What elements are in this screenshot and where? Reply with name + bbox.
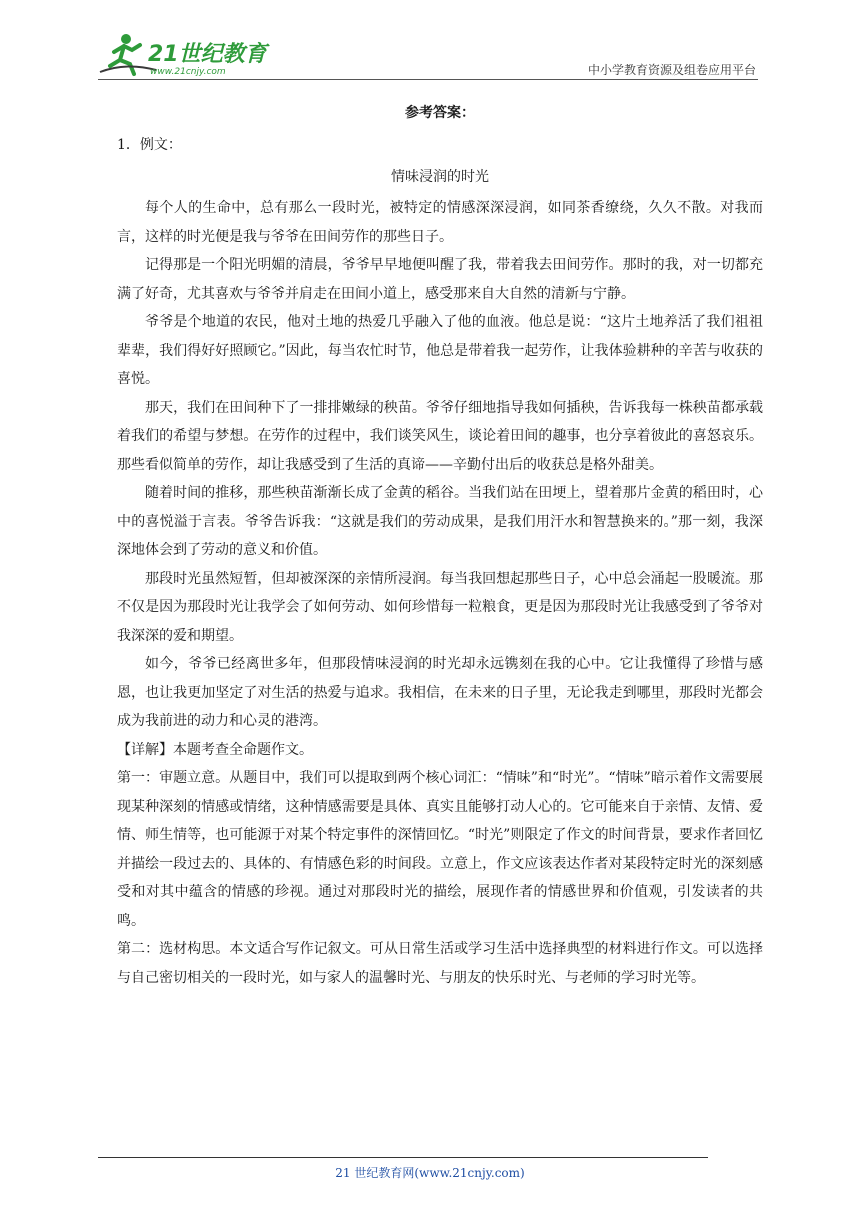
header-divider (98, 79, 758, 80)
essay-paragraph: 随着时间的推移，那些秧苗渐渐长成了金黄的稻谷。当我们站在田埂上，望着那片金黄的稻田时，心中的喜悦溢于言表。爷爷告诉我：“这就是我们的劳动成果，是我们用汗水和智慧换来的。”那一刻，我深深地体会到了劳动的意义和价值。 (117, 485, 763, 558)
footer-source: 21 世纪教育网(www.21cnjy.com) (335, 1166, 525, 1180)
essay-paragraph: 那段时光虽然短暂，但却被深深的亲情所浸润。每当我回想起那些日子，心中总会涌起一股暖流。那不仅是因为那段时光让我学会了如何劳动、如何珍惜每一粒粮食，更是因为那段时光让我感受到了爷爷对我深深的爱和期望。 (117, 570, 763, 644)
svg-text:www.21cnjy.com: www.21cnjy.com (150, 67, 226, 77)
essay-paragraph: 爷爷是个地道的农民，他对土地的热爱几乎融入了他的血液。他总是说：“这片土地养活了我们祖祖辈辈，我们得好好照顾它。”因此，每当农忙时节，他总是带着我一起劳作，让我体验耕种的辛苦与收获的喜悦。 (117, 314, 763, 387)
essay-paragraph: 每个人的生命中，总有那么一段时光，被特定的情感深深浸润，如同茶香缭绕，久久不散。对我而言，这样的时光便是我与爷爷在田间劳作的那些日子。 (117, 200, 763, 245)
platform-name: 中小学教育资源及组卷应用平台 (587, 63, 756, 77)
essay-paragraph: 那天，我们在田间种下了一排排嫩绿的秧苗。爷爷仔细地指导我如何插秧，告诉我每一株秧苗都承载着我们的希望与梦想。在劳作的过程中，我们谈笑风生，谈论着田间的趣事，也分享着彼此的喜怒哀乐。那些看似简单的劳作，却让我感受到了生活的真谛——辛勤付出后的收获总是格外甜美。 (117, 399, 763, 473)
essay-title: 情味浸润的时光 (391, 169, 489, 185)
page-content (117, 102, 763, 992)
answer-title: 参考答案： (405, 105, 475, 121)
analysis-heading: 【详解】本题考查全命题作文。 (117, 741, 313, 758)
footer-divider (98, 1157, 708, 1158)
essay-paragraph: 记得那是一个阳光明媚的清晨，爷爷早早地便叫醒了我，带着我去田间劳作。那时的我，对一切都充满了好奇，尤其喜欢与爷爷并肩走在田间小道上，感受那来自大自然的清新与宁静。 (117, 257, 763, 302)
21cnjy-logo (96, 30, 296, 80)
essay-paragraph: 如今，爷爷已经离世多年，但那段情味浸润的时光却永远镌刻在我的心中。它让我懂得了珍惜与感恩，也让我更加坚定了对生活的热爱与追求。我相信，在未来的日子里，无论我走到哪里，那段时光都会成为我前进的动力和心灵的港湾。 (117, 656, 763, 729)
question-number: 1．例文： (117, 137, 182, 153)
analysis-paragraph: 第二：选材构思。本文适合写作记叙文。可从日常生活或学习生活中选择典型的材料进行作文。可以选择与自己密切相关的一段时光，如与家人的温馨时光、与朋友的快乐时光、与老师的学习时光等。 (117, 941, 763, 986)
analysis-paragraph: 第一：审题立意。从题目中，我们可以提取到两个核心词汇：“情味”和“时光”。“情味”暗示着作文需要展现某种深刻的情感或情绪，这种情感需要是具体、真实且能够打动人心的。它可能来自于亲情、友情、爱情、师生情等，也可能源于对某个特定事件的深情回忆。“时光”则限定了作文的时间背景，要求作者回忆并描绘一段过去的、具体的、有情感色彩的时间段。立意上，作文应该表达作者对某段特定时光的深刻感受和对其中蕴含的情感的珍视。通过对那段时光的描绘，展现作者的情感世界和价值观，引发读者的共鸣。 (117, 770, 763, 929)
svg-text:21世纪教育: 21世纪教育 (148, 42, 267, 67)
page-header (0, 0, 860, 82)
